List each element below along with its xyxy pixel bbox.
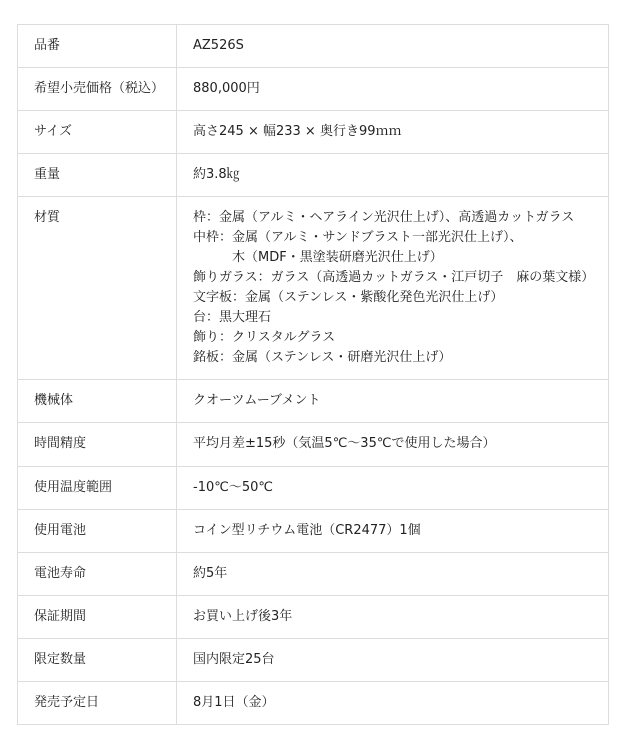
spec-label: 発売予定日 (18, 682, 177, 724)
spec-label: 時間精度 (18, 423, 177, 465)
spec-value (177, 380, 608, 422)
spec-row-material (18, 197, 608, 380)
spec-value-line: 飾り：クリスタルグラス (193, 330, 336, 346)
spec-label: 使用電池 (18, 510, 177, 552)
spec-value (177, 639, 608, 681)
spec-row-accuracy (18, 423, 608, 466)
spec-row-product-number (18, 25, 608, 68)
spec-value-line: 平均月差±15秒（気温5℃～35℃で使用した場合） (193, 436, 496, 452)
spec-value-line: -10℃～50℃ (193, 479, 273, 495)
spec-value (177, 596, 608, 638)
spec-value-line: 枠：金属（アルミ・ヘアライン光沢仕上げ）、高透過カットガラス (193, 210, 575, 226)
spec-value-line: 飾りガラス：ガラス（高透過カットガラス・江戸切子 麻の葉文様） (193, 270, 595, 286)
spec-value-line: お買い上げ後3年 (193, 608, 293, 624)
spec-row-movement (18, 380, 608, 423)
spec-label: 品番 (18, 25, 177, 67)
spec-value-line: 銘板：金属（ステンレス・研磨光沢仕上げ） (193, 350, 452, 366)
spec-value-line: 高さ245 × 幅233 × 奥行き99ｍｍ (193, 124, 402, 140)
spec-value-line: 台：黒大理石 (193, 310, 272, 326)
spec-row-limited-quantity (18, 639, 608, 682)
spec-value-line: 880,000円 (193, 81, 260, 97)
spec-value (177, 510, 608, 552)
spec-label: 機械体 (18, 380, 177, 422)
spec-value (177, 553, 608, 595)
spec-value-line: 8月1日（金） (193, 695, 275, 711)
spec-value (177, 68, 608, 110)
spec-value (177, 197, 608, 379)
spec-row-warranty (18, 596, 608, 639)
spec-row-release-date (18, 682, 608, 725)
spec-label: 電池寿命 (18, 553, 177, 595)
spec-value (177, 111, 608, 153)
spec-value-line: 約3.8㎏ (193, 167, 240, 183)
spec-label: 希望小売価格（税込） (18, 68, 177, 110)
spec-value (177, 682, 608, 724)
spec-value-line: 約5年 (193, 565, 228, 581)
spec-table (17, 24, 609, 725)
spec-value-line: 国内限定25台 (193, 651, 275, 667)
spec-row-size (18, 111, 608, 154)
spec-row-temperature-range (18, 467, 608, 510)
spec-label: 限定数量 (18, 639, 177, 681)
spec-value (177, 423, 608, 465)
spec-value-line: 中枠：金属（アルミ・サンドブラスト一部光沢仕上げ）、 (193, 230, 523, 246)
spec-label: 重量 (18, 154, 177, 196)
spec-value (177, 25, 608, 67)
spec-row-price (18, 68, 608, 111)
spec-value-line: クオーツムーブメント (193, 393, 321, 409)
spec-value (177, 467, 608, 509)
spec-label: 保証期間 (18, 596, 177, 638)
spec-row-battery-life (18, 553, 608, 596)
spec-value-line: AZ526S (193, 38, 244, 53)
spec-value (177, 154, 608, 196)
spec-label: 材質 (18, 197, 177, 379)
spec-label: サイズ (18, 111, 177, 153)
spec-value-line: 文字板：金属（ステンレス・紫酸化発色光沢仕上げ） (193, 290, 504, 306)
spec-row-battery (18, 510, 608, 553)
spec-label: 使用温度範囲 (18, 467, 177, 509)
spec-value-line: 木（MDF・黒塗装研磨光沢仕上げ） (193, 250, 443, 266)
spec-row-weight (18, 154, 608, 197)
spec-value-line: コイン型リチウム電池（CR2477）1個 (193, 522, 421, 538)
